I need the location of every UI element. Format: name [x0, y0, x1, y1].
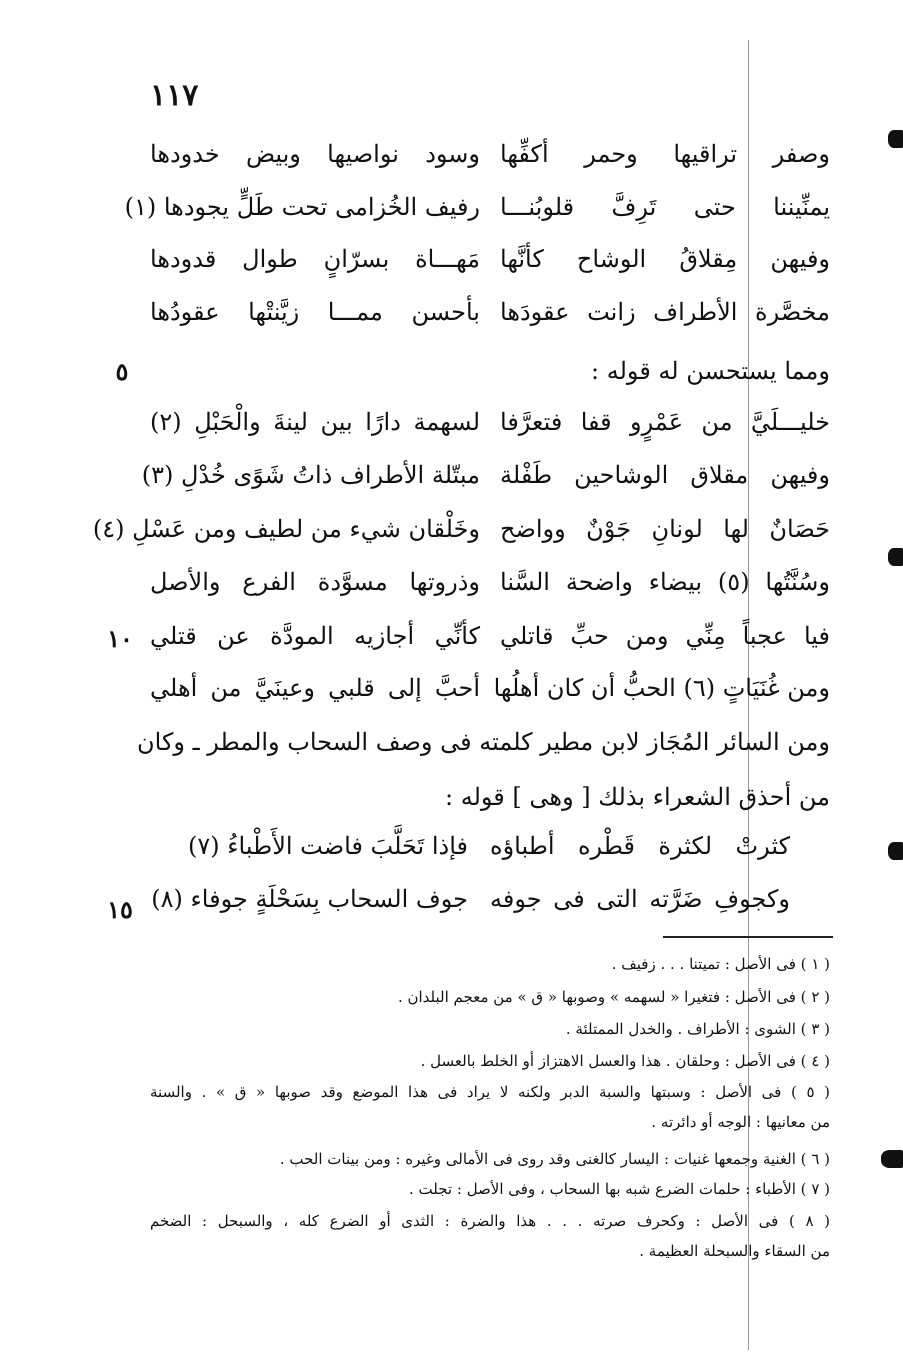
hemistich-second: بأحسن ممـــا زيَّنتْها عقودُها: [150, 298, 480, 326]
verse-line: [150, 832, 830, 874]
prose-line: من أحذق الشعراء بذلك [ وهى ] قوله :: [445, 783, 830, 811]
verse-line: [150, 568, 830, 610]
footnote: ( ٥ ) فى الأصل : وسبتها والسبة الدبر ولكنه لا يراد فى هذا الموضع وقد صوبها « ق » . والسنة: [150, 1083, 830, 1101]
hemistich-second: مَهـــاة بسرّانٍ طوال قدودها: [150, 245, 480, 273]
hemistich-second: كأنِّي أجازيه المودَّة عن قتلي: [150, 622, 480, 650]
margin-line-number: ٥: [115, 357, 129, 386]
verse-line: [150, 674, 830, 716]
edge-mark: [888, 548, 903, 566]
verse-line: [150, 885, 830, 927]
hemistich-first: وفيهن مِقلاقُ الوشاح كأنَّها: [500, 245, 830, 273]
hemistich-second: وخَلْقان شيء من لطيف ومن عَسْلِ (٤): [92, 515, 480, 543]
verse-line: [124, 193, 830, 235]
hemistich-first: وكجوفِ ضَرَّته التى فى جوفه: [490, 885, 790, 913]
footnote: ( ٧ ) الأطباء : حلمات الضرع شبه بها السحاب ، وفى الأصل : تجلت .: [409, 1180, 830, 1198]
verse-line: [141, 461, 830, 503]
footnote: ( ٢ ) فى الأصل : فتغيرا « لسهمه » وصوبها « ق » من معجم البلدان .: [397, 988, 830, 1006]
hemistich-second: فإذا تَحَلَّبَ فاضت الأَطْباءُ (٧): [188, 832, 468, 860]
verse-line: [150, 408, 830, 450]
footnote: ( ٤ ) فى الأصل : وحلقان . هذا والعسل الاهتزاز أو الخلط بالعسل .: [420, 1052, 830, 1070]
hemistich-second: أحبَّ إلى قلبي وعينَيَّ من أهلي: [150, 674, 480, 702]
edge-mark: [881, 1150, 903, 1168]
page-number: ١١٧: [150, 78, 199, 113]
hemistich-first: وصفر تراقيها وحمر أكفِّها: [500, 140, 830, 168]
margin-line-number: ١٥: [107, 895, 133, 924]
verse-line: [92, 515, 830, 557]
footnote: ( ١ ) فى الأصل : تميتنا . . . زفيف .: [611, 955, 830, 973]
hemistich-first: خليـــلَيَّ من عَمْرٍو قفا فتعرَّفا: [500, 408, 830, 436]
hemistich-first: فيا عجباً مِنِّي ومن حبِّ قاتلي: [500, 622, 830, 650]
verse-line: [150, 622, 830, 664]
hemistich-first: حَصَانٌ لها لونانِ جَوْنٌ وواضح: [500, 515, 830, 543]
hemistich-first: وفيهن مقلاق الوشاحين طَفْلة: [500, 461, 830, 489]
hemistich-second: مبتّلة الأطراف ذاتُ شَوًى خُدْلِ (٣): [141, 461, 480, 489]
footnote-rule: [663, 936, 833, 938]
hemistich-second: لسهمة دارًا بين لينةَ والْحَبْلِ (٢): [150, 408, 480, 436]
verse-line: [150, 245, 830, 287]
hemistich-second: وسود نواصيها وبيض خدودها: [150, 140, 480, 168]
prose-line: ومن السائر المُجَاز لابن مطير كلمته فى وصف السحاب والمطر ـ وكان: [137, 728, 830, 756]
verse-line: [150, 140, 830, 182]
footnote: ( ٣ ) الشوى : الأطراف . والخدل الممتلئة .: [565, 1020, 830, 1038]
hemistich-first: وسُنَّتُها (٥) بيضاء واضحة السَّنا: [500, 568, 830, 596]
margin-line-number: ١٠: [107, 624, 133, 653]
edge-mark: [888, 842, 903, 860]
hemistich-first: ومن غُنَيَاتٍ (٦) الحبُّ أن كان أهلُها: [493, 674, 830, 702]
hemistich-second: جوف السحاب بِسَحْلَةٍ جوفاء (٨): [151, 885, 468, 913]
hemistich-second: رفيف الخُزامى تحت طَلٍّ يجودها (١): [124, 193, 480, 221]
prose-line: ومما يستحسن له قوله :: [591, 357, 830, 385]
footnote-continuation: من السقاء والسبحلة العظيمة .: [639, 1242, 830, 1260]
footnote: ( ٦ ) الغنية وجمعها غنيات : اليسار كالغنى وقد روى فى الأمالى وغيره : ومن بينات الحب .: [279, 1150, 830, 1168]
hemistich-first: كثرتْ لكثرة قَطْره أطباؤه: [490, 832, 790, 860]
hemistich-first: مخصَّرة الأطراف زانت عقودَها: [500, 298, 830, 326]
hemistich-first: يمنِّيننا حتى تَرِفَّ قلوبُنـــا: [500, 193, 830, 221]
footnote-continuation: من معانيها : الوجه أو دائرته .: [651, 1113, 830, 1131]
hemistich-second: وذروتها مسوَّدة الفرع والأصل: [150, 568, 480, 596]
footnote: ( ٨ ) فى الأصل : وكحرف صرته . . . هذا والضرة : الثدى أو الضرع كله ، والسبحل : الضخم: [150, 1212, 830, 1230]
edge-mark: [888, 130, 903, 148]
verse-line: [150, 298, 830, 340]
